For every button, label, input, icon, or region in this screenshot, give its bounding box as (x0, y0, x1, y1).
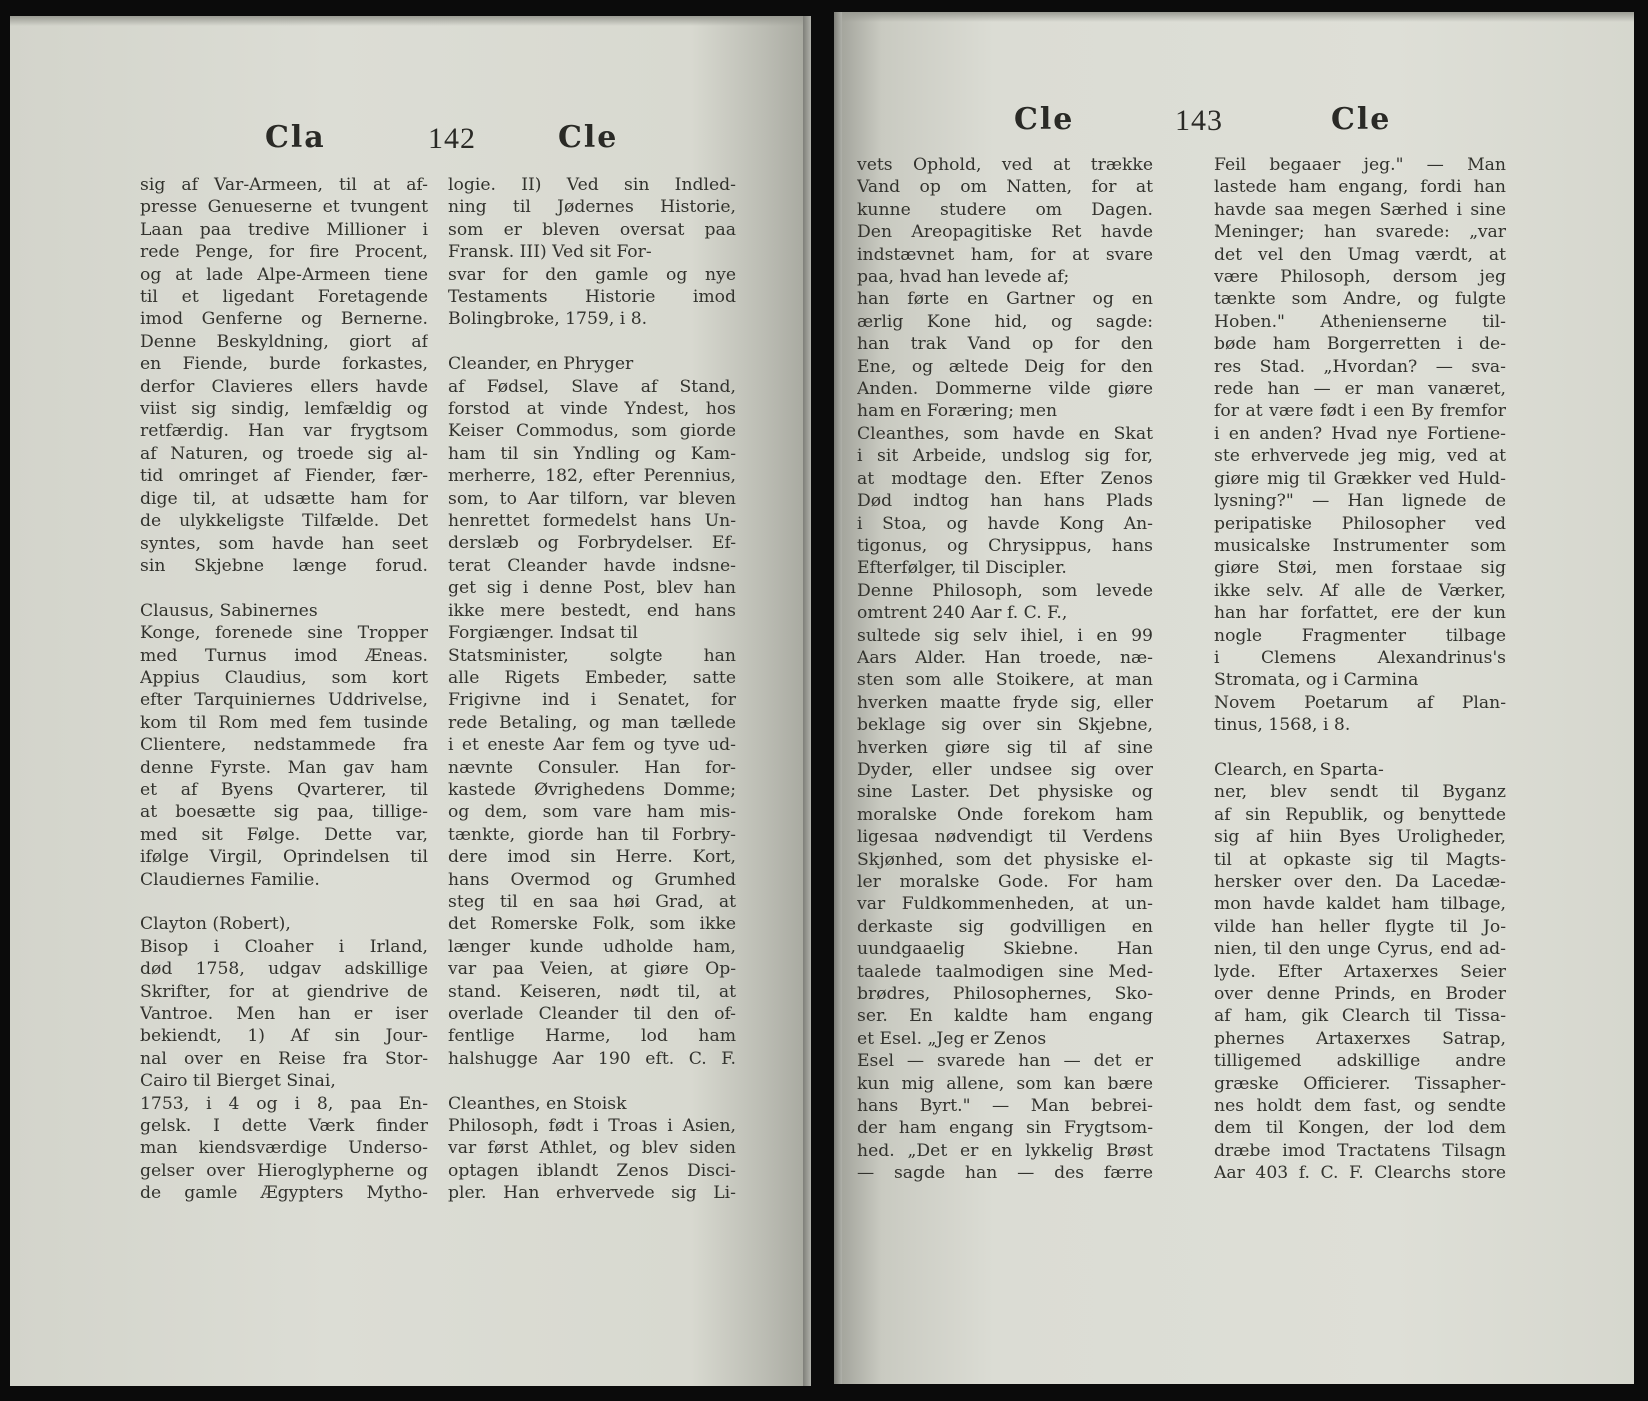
text-line: for at være født i een By fremfor (1214, 401, 1506, 422)
text-line: syntes, som havde han seet (140, 533, 428, 554)
text-line: af sin Republik, og benyttede (1214, 804, 1506, 825)
text-line: sin Skjebne længe forud. (140, 555, 428, 576)
text-line: viist sig sindig, lemfældig og (140, 399, 428, 420)
text-line: tid omringet af Fiender, fær- (140, 466, 428, 487)
text-line: at modtage den. Efter Zenos (857, 468, 1153, 489)
text-line (1214, 737, 1506, 759)
text-line: Konge, forenede sine Tropper (140, 623, 428, 644)
text-line: henrettet formedelst hans Un- (448, 511, 736, 532)
text-line: Novem Poetarum af Plan- (1214, 692, 1506, 713)
text-line: tinus, 1568, i 8. (1214, 715, 1351, 736)
text-line: derslæb og Forbrydelser. Ef- (448, 533, 736, 554)
text-line: var Fuldkommenheden, at un- (857, 894, 1153, 915)
text-line: Forgiænger. Indsat til (448, 623, 638, 644)
text-line: der ham engang sin Frygtsom- (857, 1118, 1153, 1139)
text-line (140, 891, 428, 913)
text-line: Clientere, nedstammede fra (140, 735, 428, 756)
text-line: til et ligedant Foretagende (140, 287, 428, 308)
text-line: hverken giøre sig til af sine (857, 737, 1153, 758)
text-line: phernes Artaxerxes Satrap, (1214, 1028, 1506, 1049)
text-line: ærlig Kone hid, og sagde: (857, 311, 1153, 332)
text-line: var først Athlet, og blev siden (448, 1138, 736, 1159)
text-line: han trak Vand op for den (857, 334, 1153, 355)
headword-left: Cla (265, 120, 326, 155)
headword-left: Cle (1014, 102, 1075, 137)
text-line: være Philosoph, dersom jeg (1214, 267, 1506, 288)
text-line: get sig i denne Post, blev han (448, 578, 736, 599)
text-line: Cleander, en Phryger (448, 354, 634, 375)
text-line: derkaste sig godvilligen en (857, 916, 1153, 937)
text-line: og dem, som vare ham mis- (448, 802, 736, 823)
running-header (834, 102, 1634, 156)
text-line: over denne Prinds, en Broder (1214, 984, 1506, 1005)
text-line: nal over en Reise fra Stor- (140, 1048, 428, 1069)
text-line: alle Rigets Embeder, satte (448, 667, 736, 688)
text-line: sten som alle Stoikere, at man (857, 670, 1153, 691)
text-line: ligesaa nødvendigt til Verdens (857, 827, 1153, 848)
running-header (10, 120, 811, 160)
page-top-edge (834, 12, 1634, 22)
text-line: Feil begaaer jeg." — Man (1214, 155, 1506, 175)
text-line: Frigivne ind i Senatet, for (448, 690, 736, 711)
text-line: hans Byrt." — Man bebrei- (857, 1096, 1153, 1117)
text-line: steg til en saa høi Grad, at (448, 891, 736, 912)
text-line: Skjønhed, som det physiske el- (857, 849, 1153, 870)
text-line: Vantroe. Men han er iser (140, 1004, 428, 1024)
text-line: tigonus, og Chrysippus, hans (857, 535, 1153, 556)
text-line: forstod at vinde Yndest, hos (448, 399, 736, 420)
text-line: dige til, at udsætte ham for (140, 488, 428, 509)
text-line: Aars Alder. Han troede, næ- (857, 647, 1153, 668)
text-line: nævnte Consuler. Han for- (448, 757, 736, 778)
text-line: optagen iblandt Zenos Disci- (448, 1160, 736, 1181)
text-line: han førte en Gartner og en (857, 289, 1153, 310)
text-line: det vel den Umag værdt, at (1214, 244, 1506, 265)
text-line: dem til Kongen, der lod dem (1214, 1118, 1506, 1139)
book-gutter (834, 12, 842, 1384)
text-line: de gamle Ægypters Mytho- (140, 1183, 428, 1204)
text-line: Cairo til Bierget Sinai, (140, 1071, 336, 1092)
text-line: tænkte, giorde han til Forbry- (448, 824, 736, 845)
text-line: derfor Clavieres ellers havde (140, 376, 428, 397)
text-line: ste erhvervede jeg mig, ved at (1214, 446, 1506, 467)
text-line: logie. II) Ved sin Indled- (448, 175, 736, 195)
text-line: 1753, i 4 og i 8, paa En- (140, 1093, 428, 1114)
text-line: denne Fyrste. Man gav ham (140, 757, 428, 778)
text-line: Esel — svarede han — det er (857, 1051, 1153, 1072)
text-line: de ulykkeligste Tilfælde. Det (140, 511, 428, 532)
text-line: Appius Claudius, som kort (140, 667, 428, 688)
text-line: taalede taalmodigen sine Med- (857, 961, 1153, 982)
text-line: presse Genueserne et tvungent (140, 197, 428, 218)
text-line: sultede sig selv ihiel, i en 99 (857, 625, 1153, 646)
text-line: Anden. Dommerne vilde giøre (857, 379, 1153, 400)
text-line: Statsminister, solgte han (448, 645, 736, 666)
text-line: tænkte som Andre, og fulgte (1214, 289, 1506, 310)
text-column-right (1214, 154, 1506, 1185)
text-line: pler. Han erhvervede sig Li- (448, 1183, 736, 1204)
text-line: som er bleven oversat paa (448, 219, 736, 240)
text-line: giøre Støi, men forstaae sig (1214, 558, 1506, 579)
text-line: terat Cleander havde indsne- (448, 555, 736, 576)
text-column-right (448, 174, 736, 1205)
text-line: Cleanthes, en Stoisk (448, 1093, 627, 1114)
text-column-left (140, 174, 428, 1205)
text-line: bekiendt, 1) Af sin Jour- (140, 1026, 428, 1047)
text-line: rede han — er man vanæret, (1214, 379, 1506, 400)
text-line: Bolingbroke, 1759, i 8. (448, 309, 648, 330)
page-number: 143 (1175, 104, 1223, 137)
text-line: rede Betaling, og man tællede (448, 712, 736, 733)
text-line: Clayton (Robert), (140, 914, 291, 935)
text-line: nien, til den unge Cyrus, end ad- (1214, 939, 1506, 960)
text-line: ler moralske Gode. For ham (857, 872, 1153, 892)
text-line: sine Laster. Det physiske og (857, 782, 1153, 803)
page-number: 142 (428, 122, 476, 155)
text-line: en Fiende, burde forkastes, (140, 354, 428, 375)
text-line: peripatiske Philosopher ved (1214, 513, 1506, 534)
text-line: det Romerske Folk, som ikke (448, 914, 736, 935)
text-line: Vand op om Natten, for at (857, 177, 1153, 198)
text-line: længer kunde udholde ham, (448, 936, 736, 957)
text-line: ning til Jødernes Historie, (448, 197, 736, 218)
text-line: indstævnet ham, for at svare (857, 244, 1153, 265)
headword-right: Cle (1331, 102, 1392, 137)
text-line: retfærdig. Han var frygtsom (140, 421, 428, 442)
text-line: overlade Cleander til den of- (448, 1004, 736, 1025)
book-gutter (803, 16, 811, 1386)
text-line: Denne Philosoph, som levede (857, 580, 1153, 601)
text-line: nes holdt dem fast, og sendte (1214, 1096, 1506, 1117)
text-line: nogle Fragmenter tilbage (1214, 625, 1506, 646)
text-line: i en anden? Hvad nye Fortiene- (1214, 423, 1506, 444)
text-line: ifølge Virgil, Oprindelsen til (140, 847, 428, 868)
text-line: bøde ham Borgerretten i de- (1214, 334, 1506, 355)
text-line: res Stad. „Hvordan? — sva- (1214, 356, 1506, 377)
headword-right: Cle (558, 120, 619, 155)
text-line: Skrifter, for at giendrive de (140, 981, 428, 1002)
text-line: mon havde kaldet ham tilbage, (1214, 894, 1506, 915)
text-line: som, to Aar tilforn, var bleven (448, 488, 736, 509)
text-line: stand. Keiseren, nødt til, at (448, 981, 736, 1002)
text-line: græske Officierer. Tissapher- (1214, 1073, 1506, 1094)
text-line: hverken maatte fryde sig, eller (857, 692, 1153, 713)
text-line: hersker over den. Da Lacedæ- (1214, 871, 1506, 892)
text-line: død 1758, udgav adskillige (140, 959, 428, 980)
text-line: rede Penge, for fire Procent, (140, 242, 428, 263)
text-line: ser. En kaldte ham engang (857, 1006, 1153, 1027)
text-line: Fransk. III) Ved sit For- (448, 242, 652, 263)
text-line: Hoben." Athenienserne til- (1214, 311, 1506, 332)
text-line: vets Ophold, ved at trække (857, 155, 1153, 175)
text-line: af Fødsel, Slave af Stand, (448, 376, 736, 397)
text-column-left (857, 154, 1153, 1185)
text-line: Clearch, en Sparta- (1214, 759, 1384, 780)
text-line: med sit Følge. Dette var, (140, 824, 428, 845)
text-line: i Clemens Alexandrinus's (1214, 647, 1506, 668)
text-line (140, 577, 428, 599)
text-line: Philosoph, født i Troas i Asien, (448, 1116, 736, 1137)
text-line: dere imod sin Herre. Kort, (448, 847, 736, 868)
text-line: merherre, 182, efter Perennius, (448, 466, 736, 487)
text-line: Dyder, eller undsee sig over (857, 759, 1153, 780)
text-line: kom til Rom med fem tusinde (140, 712, 428, 733)
text-line: havde saa megen Særhed i sine (1214, 199, 1506, 220)
text-line: Cleanthes, som havde en Skat (857, 423, 1153, 444)
text-line: et Esel. „Jeg er Zenos (857, 1028, 1047, 1049)
text-line: brødres, Philosophernes, Sko- (857, 984, 1153, 1005)
text-line: Laan paa tredive Millioner i (140, 219, 428, 240)
text-line: ham en Foræring; men (857, 401, 1058, 422)
text-line: et af Byens Qvarterer, til (140, 779, 428, 800)
text-line: efter Tarquiniernes Uddrivelse, (140, 690, 428, 711)
text-line: — sagde han — des færre (857, 1163, 1153, 1184)
right-page (834, 12, 1634, 1384)
text-line: gelsk. I dette Værk finder (140, 1116, 428, 1137)
text-line: hed. „Det er en lykkelig Brøst (857, 1140, 1153, 1161)
text-line: vilde han heller flygte til Jo- (1214, 916, 1506, 937)
text-line: ham til sin Yndling og Kam- (448, 443, 736, 464)
text-line: man kiendsværdige Underso- (140, 1138, 428, 1159)
text-line: ikke mere bestedt, end hans (448, 600, 736, 621)
text-line: Meninger; han svarede: „var (1214, 222, 1506, 243)
text-line: i sit Arbeide, undslog sig for, (857, 446, 1153, 467)
text-line: Ene, og æltede Deig for den (857, 356, 1153, 377)
text-line: han har forfattet, ere der kun (1214, 603, 1506, 624)
text-line: Keiser Commodus, som giorde (448, 421, 736, 442)
text-line: giøre mig til Grækker ved Huld- (1214, 468, 1506, 489)
text-line: dræbe imod Tractatens Tilsagn (1214, 1140, 1506, 1161)
text-line: lastede ham engang, fordi han (1214, 177, 1506, 198)
text-line: at boesætte sig paa, tillige- (140, 802, 428, 823)
text-line: lyde. Efter Artaxerxes Seier (1214, 961, 1506, 982)
text-line: Clausus, Sabinernes (140, 600, 318, 621)
text-line: i Stoa, og havde Kong An- (857, 513, 1153, 534)
text-line: kun mig allene, som kan bære (857, 1073, 1153, 1094)
text-line: Claudiernes Familie. (140, 869, 320, 890)
text-line (448, 1070, 736, 1092)
text-line: til at opkaste sig til Magts- (1214, 849, 1506, 870)
text-line: Testaments Historie imod (448, 287, 736, 308)
text-line: moralske Onde forekom ham (857, 804, 1153, 825)
text-line: Efterfølger, til Discipler. (857, 558, 1067, 579)
text-line: gelser over Hieroglypherne og (140, 1160, 428, 1181)
text-line: Aar 403 f. C. F. Clearchs store (1214, 1163, 1506, 1184)
text-line: og at lade Alpe-Armeen tiene (140, 264, 428, 285)
text-line: musicalske Instrumenter som (1214, 535, 1506, 556)
text-line: i et eneste Aar fem og tyve ud- (448, 735, 736, 756)
text-line: omtrent 240 Aar f. C. F., (857, 603, 1068, 624)
text-line: kunne studere om Dagen. (857, 199, 1153, 220)
text-line: uundgaaelig Skiebne. Han (857, 939, 1153, 960)
text-line: ner, blev sendt til Byganz (1214, 782, 1506, 803)
text-line: Bisop i Cloaher i Irland, (140, 936, 428, 957)
text-line: Den Areopagitiske Ret havde (857, 222, 1153, 243)
text-line: med Turnus imod Æneas. (140, 645, 428, 666)
text-line: lysning?" — Han lignede de (1214, 491, 1506, 512)
text-line: tilligemed adskillige andre (1214, 1051, 1506, 1072)
text-line: var paa Veien, at giøre Op- (448, 959, 736, 980)
text-line: sig af Var-Armeen, til at af- (140, 175, 428, 195)
text-line: svar for den gamle og nye (448, 264, 736, 285)
text-line: halshugge Aar 190 eft. C. F. (448, 1048, 736, 1069)
text-line: beklage sig over sin Skjebne, (857, 715, 1153, 736)
text-line: Død indtog han hans Plads (857, 491, 1153, 512)
text-line: af Naturen, og troede sig al- (140, 443, 428, 464)
text-line: sig af hiin Byes Uroligheder, (1214, 827, 1506, 848)
left-page (10, 16, 811, 1386)
text-line: fentlige Harme, lod ham (448, 1026, 736, 1047)
text-line: Stromata, og i Carmina (1214, 670, 1419, 691)
text-line: kastede Øvrighedens Domme; (448, 779, 736, 800)
page-top-edge (10, 16, 811, 26)
text-line: ikke selv. Af alle de Værker, (1214, 580, 1506, 601)
text-line: hans Overmod og Grumhed (448, 869, 736, 890)
text-line (448, 331, 736, 353)
text-line: af ham, gik Clearch til Tissa- (1214, 1006, 1506, 1027)
text-line: imod Genferne og Bernerne. (140, 309, 428, 330)
text-line: Denne Beskyldning, giort af (140, 331, 428, 352)
text-line: paa, hvad han levede af; (857, 267, 1070, 288)
